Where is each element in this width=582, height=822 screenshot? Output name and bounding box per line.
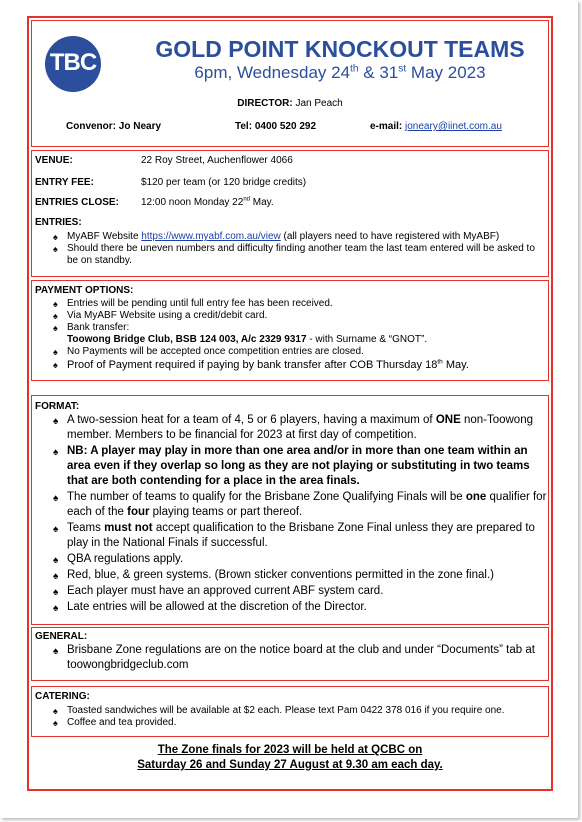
footer-line-1: The Zone finals for 2023 will be held at QCBC on [157, 744, 423, 756]
general-heading: GENERAL: [35, 631, 88, 642]
tbc-logo [45, 36, 101, 92]
list-item: ♠ Toasted sandwiches will be available at $2 each. Please text Pam 0422 378 016 if you require one. [53, 705, 505, 716]
spade-bullet-icon: ♠ [53, 587, 59, 598]
payment-list [53, 298, 545, 373]
list-item: ♠ Each player must have an approved current ABF system card. [53, 585, 384, 598]
list-item: ♠ No Payments will be accepted once competition entries are closed. [53, 346, 364, 357]
entries-heading: ENTRIES: [35, 217, 82, 228]
fee-value: $120 per team (or 120 bridge credits) [141, 177, 307, 188]
list-item: ♠ NB: A player may play in more than one area and/or in more than one team within an area even if they overlap so long as they are not playing or substituting in two teams that are both contending for a place in the area finals. [53, 445, 530, 487]
event-dates: 6pm, Wednesday 24th & 31st May 2023 [194, 63, 486, 82]
page-title: GOLD POINT KNOCKOUT TEAMS [155, 36, 525, 62]
payment-heading: PAYMENT OPTIONS: [35, 285, 134, 296]
spade-bullet-icon: ♠ [53, 244, 58, 254]
general-list [53, 643, 547, 674]
bank-details: Toowong Bridge Club, BSB 124 003, A/c 2329 9317 - with Surname & “GNOT”. [67, 334, 428, 345]
spade-bullet-icon: ♠ [53, 524, 59, 535]
entries-list [53, 231, 545, 267]
spade-bullet-icon: ♠ [53, 571, 59, 582]
spade-bullet-icon: ♠ [53, 646, 59, 657]
convenor: Convenor: Jo Neary [66, 121, 162, 132]
spade-bullet-icon: ♠ [53, 347, 58, 357]
format-heading: FORMAT: [35, 401, 80, 412]
logo-text: TBC [49, 49, 97, 76]
telephone: Tel: 0400 520 292 [235, 121, 316, 132]
close-label: ENTRIES CLOSE: [35, 197, 119, 208]
list-item: ♠ Red, blue, & green systems. (Brown sticker conventions permitted in the zone final.) [53, 569, 494, 582]
director-line: DIRECTOR: Jan Peach [237, 98, 343, 109]
list-item: ♠ A two-session heat for a team of 4, 5 or 6 players, having a maximum of ONE non-Toowong member. Members to be financial for 2023 at first day of competition. [53, 414, 533, 441]
venue-label: VENUE: [35, 155, 73, 166]
myabf-link[interactable]: https://www.myabf.com.au/view [141, 231, 281, 242]
email: e-mail: joneary@iinet.com.au [370, 121, 502, 132]
spade-bullet-icon: ♠ [53, 706, 58, 716]
spade-bullet-icon: ♠ [53, 493, 59, 504]
spade-bullet-icon: ♠ [53, 603, 59, 614]
list-item: ♠ Late entries will be allowed at the discretion of the Director. [53, 601, 367, 614]
spade-bullet-icon: ♠ [53, 447, 59, 458]
list-item: ♠ Teams must not accept qualification to the Brisbane Zone Final unless they are prepared to play in the National Finals if successful. [53, 522, 535, 549]
venue-value: 22 Roy Street, Auchenflower 4066 [141, 155, 293, 166]
list-item: ♠ Via MyABF Website using a credit/debit card. [53, 310, 268, 321]
zone-finals-notice [31, 743, 549, 773]
spade-bullet-icon: ♠ [53, 416, 59, 427]
spade-bullet-icon: ♠ [53, 311, 58, 321]
list-item: ♠ Proof of Payment required if paying by bank transfer after COB Thursday 18th May. [53, 358, 469, 371]
catering-heading: CATERING: [35, 691, 90, 702]
list-item: ♠ QBA regulations apply. [53, 553, 184, 566]
fee-label: ENTRY FEE: [35, 177, 94, 188]
format-list [53, 413, 547, 616]
catering-list [53, 705, 547, 729]
close-value: 12:00 noon Monday 22nd May. [141, 196, 274, 208]
footer-line-2: Saturday 26 and Sunday 27 August at 9.30 am each day. [137, 759, 443, 771]
list-item: ♠ Bank transfer: [53, 322, 130, 333]
list-item: ♠ The number of teams to qualify for the Brisbane Zone Qualifying Finals will be one qualifier for each of the four playing teams or part thereof. [53, 491, 547, 518]
spade-bullet-icon: ♠ [53, 360, 58, 370]
spade-bullet-icon: ♠ [53, 718, 58, 728]
list-item: ♠ Entries will be pending until full entry fee has been received. [53, 298, 333, 309]
list-item: ♠ MyABF Website https://www.myabf.com.au/view (all players need to have registered with MyABF) [53, 231, 500, 242]
spade-bullet-icon: ♠ [53, 299, 58, 309]
list-item: ♠ Coffee and tea provided. [53, 717, 177, 728]
spade-bullet-icon: ♠ [53, 323, 58, 333]
email-link[interactable]: joneary@iinet.com.au [405, 121, 502, 132]
spade-bullet-icon: ♠ [53, 555, 59, 566]
list-item: ♠ Brisbane Zone regulations are on the notice board at the club and under “Documents” tab at toowongbridgeclub.com [53, 644, 535, 671]
list-item: ♠ Should there be uneven numbers and difficulty finding another team the last team entered will be asked to be on standby. [53, 243, 535, 266]
spade-bullet-icon: ♠ [53, 232, 58, 242]
